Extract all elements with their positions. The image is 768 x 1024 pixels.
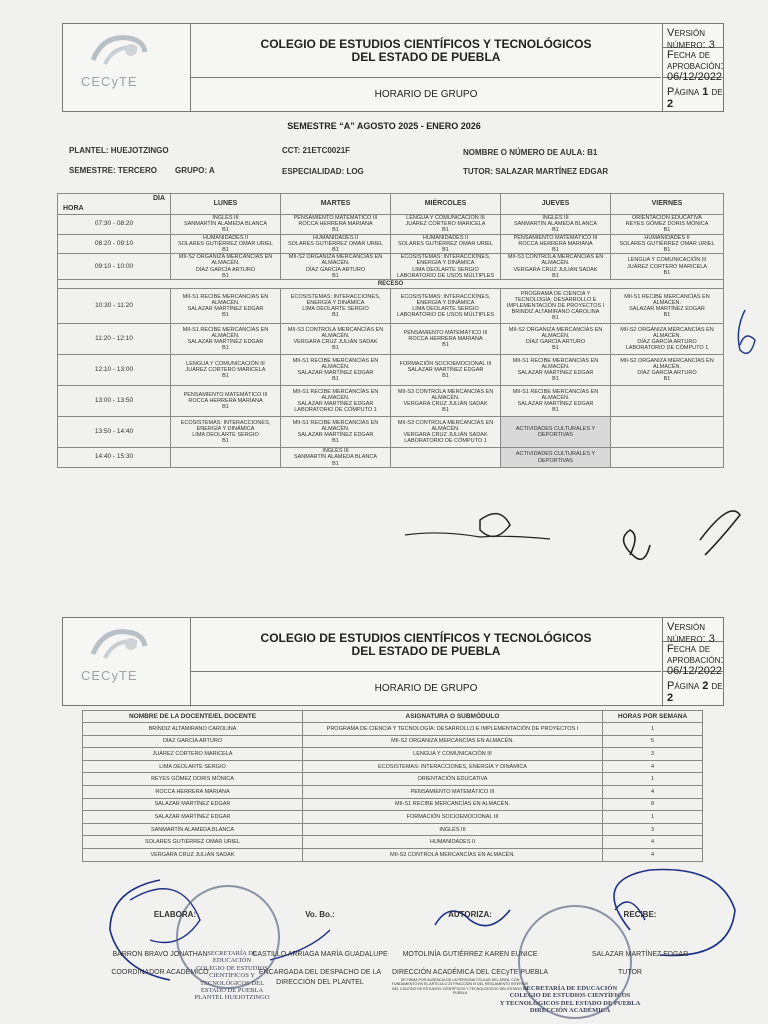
class-cell: INGLÉS III SANMARTÍN ALAMEDA BLANCA B1 (281, 448, 391, 468)
especialidad: ESPECIALIDAD: LOG (282, 167, 364, 176)
class-cell: PROGRAMA DE CIENCIA Y TECNOLOGÍA: DESARROLLO E IMPLEMENTACIÓN DE PROYECTOS I BRINDIZ ALTAMIRANO CAROLINA B1 (501, 289, 611, 324)
hours-cell: 4 (603, 836, 703, 849)
of-label: de (711, 680, 723, 692)
teacher-name-cell: DÍAZ GARCÍA ARTURO (83, 735, 303, 748)
subject-cell: MII-S3 CONTROLA MERCANCÍAS EN ALMACÉN. (303, 848, 603, 861)
institution-line2: DEL ESTADO DE PUEBLA (351, 644, 501, 658)
hour-cell: 13:00 - 13:50 (58, 386, 171, 417)
corner-cell (58, 194, 171, 215)
class-cell: MII-S1 RECIBE MERCANCÍAS EN ALMACÉN. SALAZAR MARTÍNEZ EDGAR B1 (281, 355, 391, 386)
version-label: Versión número: (667, 27, 706, 51)
schedule-row (58, 417, 724, 448)
approval-row (663, 642, 724, 677)
class-cell: MII-S2 ORGANIZA MERCANCÍAS EN ALMACÉN. DÍAZ GARCÍA ARTURO B1 (281, 254, 391, 280)
class-cell: FORMACIÓN SOCIOEMOCIONAL III SALAZAR MARTÍNEZ EDGAR B1 (391, 355, 501, 386)
class-cell: ECOSISTEMAS: INTERACCIONES, ENERGÍA Y DINÁMICA LIMA DEOLARTE SERGIO B1 (281, 289, 391, 324)
schedule-row (58, 448, 724, 468)
class-cell: MII-S1 RECIBE MERCANCÍAS EN ALMACÉN. SALAZAR MARTÍNEZ EDGAR B1 (281, 417, 391, 448)
class-cell: MII-S1 RECIBE MERCANCÍAS EN ALMACÉN. SALAZAR MARTÍNEZ EDGAR B1 (501, 386, 611, 417)
schedule-row (58, 215, 724, 235)
class-cell (171, 448, 281, 468)
class-cell: LENGUA Y COMUNICACIÓN III JUÁREZ CORTERO MARICELA B1 (611, 254, 724, 280)
class-cell: HUMANIDADES II SOLARES GUTIÉRREZ OMAR URIEL B1 (171, 234, 281, 254)
autoriza-role: DIRECCIÓN ACADÉMICA DEL CECyTE PUEBLA (391, 969, 549, 976)
day-header: MIÉRCOLES (391, 194, 501, 215)
institution-line1: COLEGIO DE ESTUDIOS CIENTÍFICOS Y TECNOLÓGICOS (260, 631, 592, 645)
logo-text: CECyTE (81, 74, 138, 89)
class-cell: MII-S3 CONTROLA MERCANCÍAS EN ALMACÉN. VERGARA CRUZ JULIÁN SADAK B1 (281, 324, 391, 355)
day-header: MARTES (281, 194, 391, 215)
class-cell: LENGUA Y COMUNICACIÓN III JUÁREZ CORTERO MARICELA B1 (171, 355, 281, 386)
version-row (663, 618, 723, 645)
institution-title (191, 618, 661, 672)
recibe-label-text: RECIBE: (623, 910, 657, 919)
class-cell (611, 386, 724, 417)
schedule-row (58, 324, 724, 355)
teacher-row (83, 785, 703, 798)
cecyte-emblem-icon (83, 624, 163, 668)
subject-cell: FORMACIÓN SOCIOEMOCIONAL III (303, 811, 603, 824)
class-cell: ECOSISTEMAS: INTERACCIONES, ENERGÍA Y DINÁMICA LIMA DEOLARTE SERGIO LABORATORIO DE USOS MÚLTIPLES (391, 254, 501, 280)
class-cell: MII-S1 RECIBE MERCANCÍAS EN ALMACÉN. SALAZAR MARTÍNEZ EDGAR B1 (171, 324, 281, 355)
teacher-name-cell: SALAZAR MARTÍNEZ EDGAR (83, 811, 303, 824)
teacher-header-row (83, 711, 703, 723)
schedule-row (58, 234, 724, 254)
vobo-role1: ENCARGADA DEL DESPACHO DE LA (258, 969, 382, 976)
cecyte-emblem-icon (83, 30, 163, 74)
hora-label: HORA (63, 204, 84, 212)
teacher-row (83, 748, 703, 761)
subject-cell: PROGRAMA DE CIENCIA Y TECNOLOGÍA: DESARROLLO E IMPLEMENTACIÓN DE PROYECTOS I (303, 723, 603, 736)
aula: NOMBRE O NÚMERO DE AULA: B1 (463, 148, 598, 157)
hour-cell: 07:30 - 08:20 (58, 215, 171, 235)
class-cell: ACTIVIDADES CULTURALES Y DEPORTIVAS (501, 417, 611, 448)
teacher-name-cell: LIMA DEOLARTE SERGIO (83, 760, 303, 773)
recess-label: RECESO (58, 280, 724, 289)
teacher-name-cell: VERGARA CRUZ JULIÁN SADAK (83, 848, 303, 861)
approval-label: Fecha de aprobación: (667, 49, 724, 72)
teacher-table (82, 710, 703, 862)
page-label: Página (667, 86, 700, 98)
subject-cell: ECOSISTEMAS: INTERACCIONES, ENERGÍA Y DINÁMICA (303, 760, 603, 773)
col-subject-header: ASIGNATURA O SUBMÓDULO (303, 711, 603, 723)
page-number: 2 (702, 680, 709, 692)
class-cell: MII-S3 CONTROLA MERCANCÍAS EN ALMACÉN. VERGARA CRUZ JULIÁN SADAK LABORATORIO DE CÓMPUTO 1 (391, 417, 501, 448)
hours-cell: 4 (603, 785, 703, 798)
autoriza-note: SE FIRMA POR AUSENCIA DE LA PERSONA TITULAR DEL ÁREA, CON FUNDAMENTO EN EL ARTÍCULO 20 FRACCIÓN III DEL REGLAMENTO INTERIOR DEL COLEGIO DE ESTUDIOS CIENTÍFICOS Y TECNOLÓGICOS DEL ESTADO DE PUEBLA (391, 978, 529, 995)
hours-cell: 5 (603, 735, 703, 748)
class-cell: INGLÉS III SANMARTÍN ALAMEDA BLANCA B1 (501, 215, 611, 235)
teacher-row (83, 773, 703, 786)
schedule-row (58, 386, 724, 417)
vobo-role2: DIRECCIÓN DEL PLANTEL (276, 979, 364, 986)
class-cell: PENSAMIENTO MATEMÁTICO III ROCCA HERRERA MARIANA B1 (171, 386, 281, 417)
class-cell: MII-S1 RECIBE MERCANCÍAS EN ALMACÉN. SALAZAR MARTÍNEZ EDGAR B1 (501, 355, 611, 386)
teacher-row (83, 836, 703, 849)
class-cell: MII-S3 CONTROLA MERCANCÍAS EN ALMACÉN. VERGARA CRUZ JULIÁN SADAK B1 (391, 386, 501, 417)
doc-meta (662, 24, 723, 111)
semestre: SEMESTRE: TERCERO (69, 166, 158, 175)
teacher-name-cell: ROCCA HERRERA MARIANA (83, 785, 303, 798)
approval-value: 06/12/2022 (667, 71, 723, 83)
day-header: VIERNES (611, 194, 724, 215)
teacher-row (83, 723, 703, 736)
subject-cell: HUMANIDADES II (303, 836, 603, 849)
version-value: 3 (708, 633, 715, 645)
page1-signatures (400, 495, 768, 575)
subject-cell: PENSAMIENTO MATEMÁTICO III (303, 785, 603, 798)
cecyte-logo (63, 24, 191, 111)
grupo: GRUPO: A (175, 166, 215, 175)
elabora-role: COORDINADOR ACADÉMICO (111, 969, 209, 976)
hours-cell: 4 (603, 760, 703, 773)
autoriza-label (430, 910, 510, 919)
class-cell: MII-S1 RECIBE MERCANCÍAS EN ALMACÉN. SALAZAR MARTÍNEZ EDGAR B1 (611, 289, 724, 324)
class-cell (611, 417, 724, 448)
class-cell: ECOSISTEMAS: INTERACCIONES, ENERGÍA Y DINÁMICA LIMA DEOLARTE SERGIO B1 (171, 417, 281, 448)
tutor: TUTOR: SALAZAR MARTÍNEZ EDGAR (463, 167, 609, 176)
elabora-label-text: ELABORA: (153, 910, 197, 919)
teacher-row (83, 823, 703, 836)
margin-initials (730, 305, 760, 365)
hours-cell: 4 (603, 848, 703, 861)
teacher-row (83, 811, 703, 824)
hours-cell: 1 (603, 723, 703, 736)
teacher-name-cell: SOLARES GUTIÉRREZ OMAR URIEL (83, 836, 303, 849)
class-cell: MII-S1 RECIBE MERCANCÍAS EN ALMACÉN. SALAZAR MARTÍNEZ EDGAR LABORATORIO DE CÓMPUTO 1 (281, 386, 391, 417)
class-cell: HUMANIDADES II SOLARES GUTIÉRREZ OMAR URIEL B1 (391, 234, 501, 254)
institution-line2: DEL ESTADO DE PUEBLA (351, 50, 501, 64)
dia-label: DÍA (152, 195, 165, 202)
recibe-role: TUTOR (618, 969, 642, 976)
class-cell: ACTIVIDADES CULTURALES Y DEPORTIVAS (501, 448, 611, 468)
hour-cell: 14:40 - 15:30 (58, 448, 171, 468)
hour-cell: 11:20 - 12:10 (58, 324, 171, 355)
class-cell: INGLÉS III SANMARTÍN ALAMEDA BLANCA B1 (171, 215, 281, 235)
class-cell: MII-S2 ORGANIZA MERCANCÍAS EN ALMACÉN. DÍAZ GARCÍA ARTURO B1 (171, 254, 281, 280)
subject-cell: MII-S2 ORGANIZA MERCANCÍAS EN ALMACÉN. (303, 735, 603, 748)
page-number: 1 (702, 86, 709, 98)
class-cell: HUMANIDADES II SOLARES GUTIÉRREZ OMAR URIEL B1 (611, 234, 724, 254)
hour-cell: 10:30 - 11:20 (58, 289, 171, 324)
institution-title (191, 24, 661, 78)
teacher-row (83, 798, 703, 811)
hour-cell: 12:10 - 13:00 (58, 355, 171, 386)
class-cell: ECOSISTEMAS: INTERACCIONES, ENERGÍA Y DINÁMICA LIMA DEOLARTE SERGIO LABORATORIO DE USOS MÚLTIPLES (391, 289, 501, 324)
teacher-name-cell: SALAZAR MARTÍNEZ EDGAR (83, 798, 303, 811)
schedule-row (58, 355, 724, 386)
version-value: 3 (708, 39, 715, 51)
subject-cell: INGLÉS III (303, 823, 603, 836)
teacher-name-cell: BRINDIZ ALTAMIRANO CAROLINA (83, 723, 303, 736)
vobo-label-text: Vo. Bo.: (305, 910, 335, 919)
class-cell: PENSAMIENTO MATEMÁTICO III ROCCA HERRERA MARIANA B1 (281, 215, 391, 235)
page1-header (62, 23, 724, 112)
teacher-name-cell: SANMARTÍN ALAMEDA BLANCA (83, 823, 303, 836)
hours-cell: 3 (603, 748, 703, 761)
class-cell: LENGUA Y COMUNICACIÓN III JUÁREZ CORTERO MARICELA B1 (391, 215, 501, 235)
class-cell: MII-S2 ORGANIZA MERCANCÍAS EN ALMACÉN. DÍAZ GARCÍA ARTURO B1 (501, 324, 611, 355)
doc-title: HORARIO DE GRUPO (374, 89, 478, 100)
hours-cell: 3 (603, 823, 703, 836)
cecyte-logo (63, 618, 191, 705)
hours-cell: 1 (603, 811, 703, 824)
teacher-name-cell: REYES GÓMEZ DORIS MÓNICA (83, 773, 303, 786)
class-cell: MII-S1 RECIBE MERCANCÍAS EN ALMACÉN. SALAZAR MARTÍNEZ EDGAR B1 (171, 289, 281, 324)
cct: CCT: 21ETC0021F (282, 146, 351, 155)
hour-cell: 13:50 - 14:40 (58, 417, 171, 448)
class-cell: PENSAMIENTO MATEMÁTICO III ROCCA HERRERA MARIANA B1 (501, 234, 611, 254)
approval-label: Fecha de aprobación: (667, 643, 724, 666)
total-pages: 2 (667, 98, 674, 110)
plantel: PLANTEL: HUEJOTZINGO (69, 146, 169, 155)
autoriza-name: MOTOLINÍA GUTIÉRREZ KAREN EUNICE (402, 951, 538, 958)
subject-cell: ORIENTACIÓN EDUCATIVA (303, 773, 603, 786)
total-pages: 2 (667, 692, 674, 704)
page2-header (62, 617, 724, 706)
version-label: Versión número: (667, 621, 706, 645)
recibe-name: SALAZAR MARTÍNEZ EDGAR (591, 951, 689, 958)
hours-cell: 1 (603, 773, 703, 786)
doc-meta (662, 618, 723, 705)
institution-line1: COLEGIO DE ESTUDIOS CIENTÍFICOS Y TECNOLÓGICOS (260, 37, 592, 51)
day-header: LUNES (171, 194, 281, 215)
schedule-table (57, 193, 724, 468)
class-cell (611, 448, 724, 468)
vobo-name: CASTILLO ARRIAGA MARÍA GUADALUPE (252, 951, 388, 958)
class-cell: ORIENTACIÓN EDUCATIVA REYES GÓMEZ DORIS MÓNICA B1 (611, 215, 724, 235)
schedule-header-row (58, 194, 724, 215)
stamp-right-text: SECRETARÍA DE EDUCACIÓN COLEGIO DE ESTUDIOS CIENTÍFICOS Y TECNOLÓGICOS DEL ESTADO DE PUEBLA DIRECCIÓN ACADÉMICA (499, 985, 641, 1015)
day-header: JUEVES (501, 194, 611, 215)
autoriza-label-text: AUTORIZA: (448, 910, 492, 919)
elabora-name: BARRON BRAVO JONATHAN (112, 951, 208, 958)
doc-title: HORARIO DE GRUPO (374, 683, 478, 694)
vobo-label (280, 910, 360, 919)
approval-row (663, 48, 724, 83)
class-cell: MII-S2 ORGANIZA MERCANCÍAS EN ALMACÉN. DÍAZ GARCÍA ARTURO B1 (611, 355, 724, 386)
hours-cell: 8 (603, 798, 703, 811)
semester-title: SEMESTRE “A” AGOSTO 2025 - ENERO 2026 (287, 121, 481, 131)
class-cell: MII-S3 CONTROLA MERCANCÍAS EN ALMACÉN. VERGARA CRUZ JULIÁN SADAK B1 (501, 254, 611, 280)
col-teacher-header: NOMBRE DE LA DOCENTE/EL DOCENTE (83, 711, 303, 723)
of-label: de (711, 86, 723, 98)
subject-cell: LENGUA Y COMUNICACIÓN III (303, 748, 603, 761)
teacher-name-cell: JUÁREZ CORTERO MARICELA (83, 748, 303, 761)
version-row (663, 24, 723, 51)
class-cell: PENSAMIENTO MATEMÁTICO III ROCCA HERRERA MARIANA B1 (391, 324, 501, 355)
col-hours-header: HORAS POR SEMANA (603, 711, 703, 723)
schedule-row (58, 289, 724, 324)
schedule-row (58, 254, 724, 280)
hour-cell: 08:20 - 09:10 (58, 234, 171, 254)
recess-row (58, 280, 724, 289)
subject-cell: MII-S1 RECIBE MERCANCÍAS EN ALMACÉN. (303, 798, 603, 811)
teacher-row (83, 760, 703, 773)
approval-value: 06/12/2022 (667, 665, 723, 677)
page-label: Página (667, 680, 700, 692)
stamp-left-text: SECRETARÍA DE EDUCACIÓN COLEGIO DE ESTUDIOS CIENTÍFICOS Y TECNOLÓGICOS DEL ESTADO DE PUEBLA PLANTEL HUEJOTZINGO (194, 950, 270, 1002)
teacher-row (83, 735, 703, 748)
elabora-label (135, 910, 215, 919)
class-cell (391, 448, 501, 468)
class-cell: HUMANIDADES II SOLARES GUTIÉRREZ OMAR URIEL B1 (281, 234, 391, 254)
hour-cell: 09:10 - 10:00 (58, 254, 171, 280)
class-cell: MII-S2 ORGANIZA MERCANCÍAS EN ALMACÉN. DÍAZ GARCÍA ARTURO LABORATORIO DE CÓMPUTO 1 (611, 324, 724, 355)
recibe-label (600, 910, 680, 919)
logo-text: CECyTE (81, 668, 138, 683)
